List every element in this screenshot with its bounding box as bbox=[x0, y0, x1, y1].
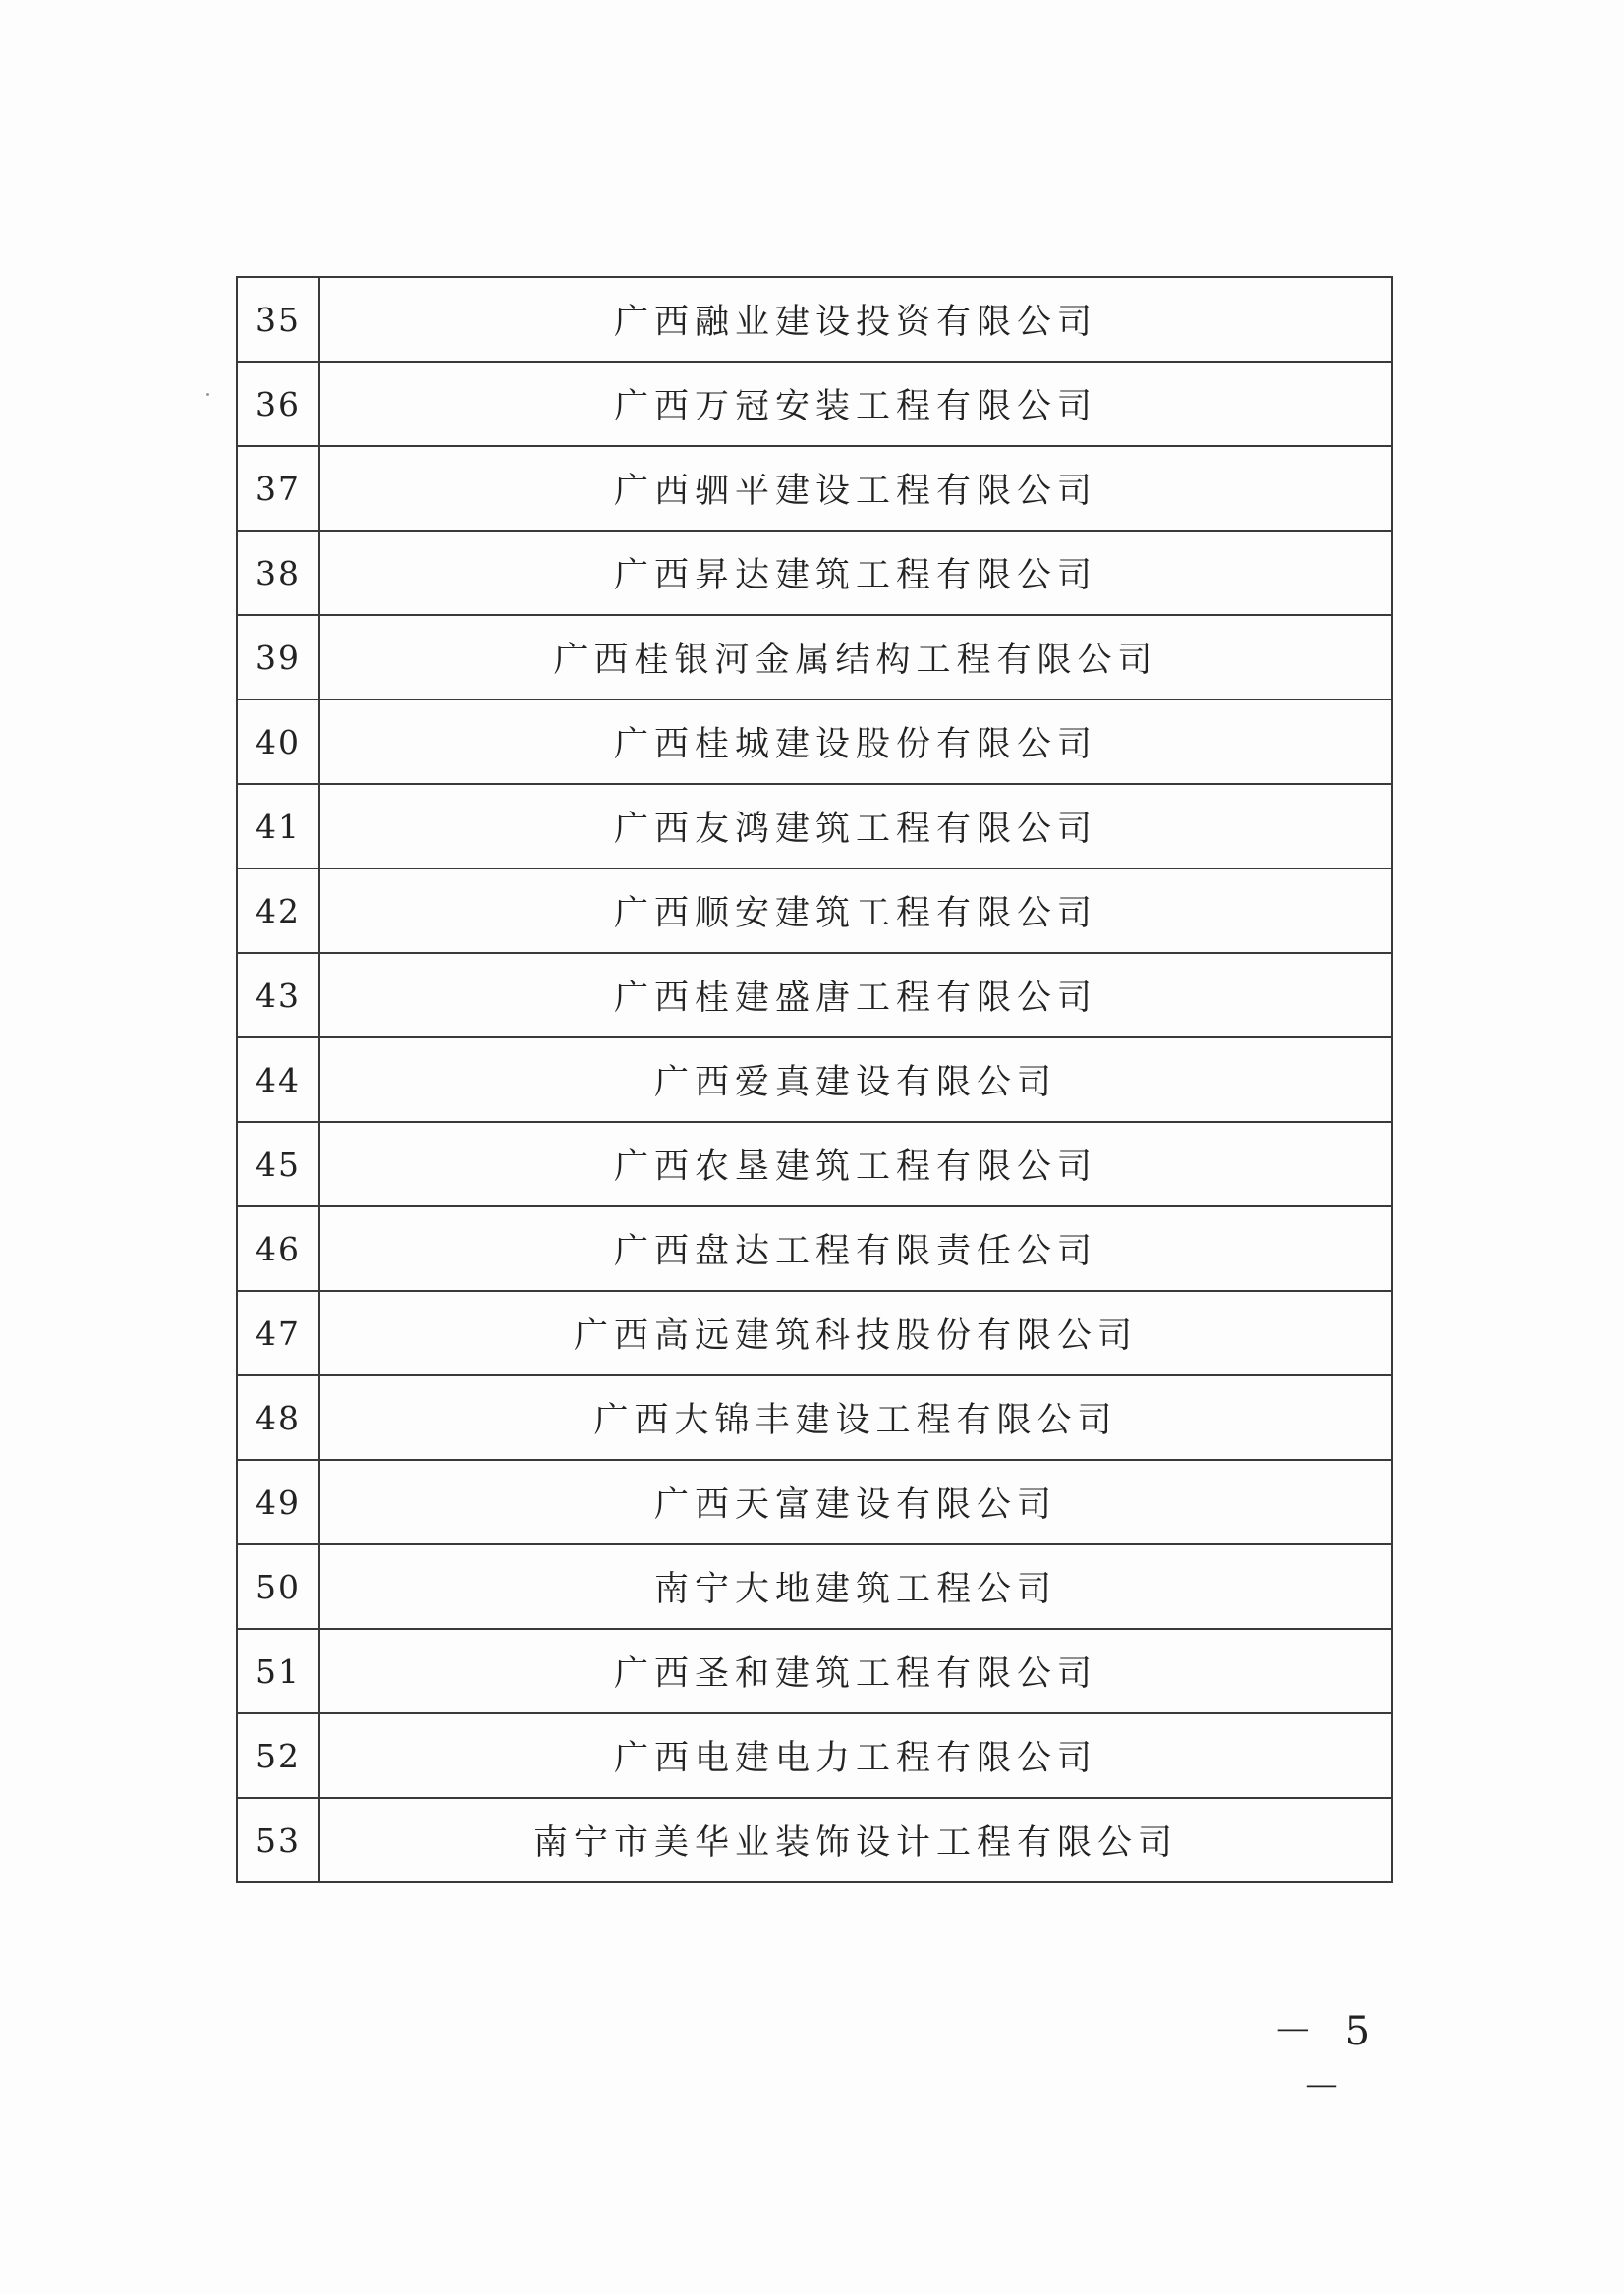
company-name: 广西桂建盛唐工程有限公司 bbox=[319, 953, 1392, 1037]
table-row bbox=[237, 1037, 1392, 1122]
table-row bbox=[237, 1629, 1392, 1713]
table-row bbox=[237, 1713, 1392, 1798]
company-name: 广西农垦建筑工程有限公司 bbox=[319, 1122, 1392, 1206]
company-name: 广西高远建筑科技股份有限公司 bbox=[319, 1291, 1392, 1375]
row-number: 47 bbox=[237, 1291, 319, 1375]
table-row bbox=[237, 1122, 1392, 1206]
row-number: 49 bbox=[237, 1460, 319, 1544]
table-row bbox=[237, 1206, 1392, 1291]
company-list-body bbox=[237, 277, 1392, 1882]
company-name: 广西桂城建设股份有限公司 bbox=[319, 700, 1392, 784]
company-name: 广西昇达建筑工程有限公司 bbox=[319, 531, 1392, 615]
row-number: 51 bbox=[237, 1629, 319, 1713]
row-number: 43 bbox=[237, 953, 319, 1037]
row-number: 44 bbox=[237, 1037, 319, 1122]
row-number: 46 bbox=[237, 1206, 319, 1291]
company-name: 广西顺安建筑工程有限公司 bbox=[319, 868, 1392, 953]
table-row bbox=[237, 700, 1392, 784]
company-name: 广西万冠安装工程有限公司 bbox=[319, 362, 1392, 446]
scan-speck bbox=[206, 393, 209, 396]
company-name: 广西大锦丰建设工程有限公司 bbox=[319, 1375, 1392, 1460]
table-row bbox=[237, 1460, 1392, 1544]
row-number: 52 bbox=[237, 1713, 319, 1798]
table-row bbox=[237, 1375, 1392, 1460]
table-row bbox=[237, 277, 1392, 362]
page-number: － 5 － bbox=[1272, 2009, 1380, 2110]
company-name: 广西圣和建筑工程有限公司 bbox=[319, 1629, 1392, 1713]
company-name: 广西友鸿建筑工程有限公司 bbox=[319, 784, 1392, 868]
table-row bbox=[237, 446, 1392, 531]
table-row bbox=[237, 615, 1392, 700]
table-row bbox=[237, 1291, 1392, 1375]
company-name: 南宁市美华业装饰设计工程有限公司 bbox=[319, 1798, 1392, 1882]
row-number: 53 bbox=[237, 1798, 319, 1882]
company-name: 广西桂银河金属结构工程有限公司 bbox=[319, 615, 1392, 700]
row-number: 40 bbox=[237, 700, 319, 784]
table-row bbox=[237, 953, 1392, 1037]
table-row bbox=[237, 868, 1392, 953]
row-number: 48 bbox=[237, 1375, 319, 1460]
table-row bbox=[237, 531, 1392, 615]
company-name: 广西盘达工程有限责任公司 bbox=[319, 1206, 1392, 1291]
row-number: 37 bbox=[237, 446, 319, 531]
row-number: 41 bbox=[237, 784, 319, 868]
table-row bbox=[237, 784, 1392, 868]
row-number: 45 bbox=[237, 1122, 319, 1206]
row-number: 39 bbox=[237, 615, 319, 700]
company-name: 南宁大地建筑工程公司 bbox=[319, 1544, 1392, 1629]
row-number: 36 bbox=[237, 362, 319, 446]
company-name: 广西爱真建设有限公司 bbox=[319, 1037, 1392, 1122]
table-row bbox=[237, 362, 1392, 446]
row-number: 42 bbox=[237, 868, 319, 953]
row-number: 38 bbox=[237, 531, 319, 615]
table-row bbox=[237, 1798, 1392, 1882]
table-row bbox=[237, 1544, 1392, 1629]
row-number: 35 bbox=[237, 277, 319, 362]
company-name: 广西电建电力工程有限公司 bbox=[319, 1713, 1392, 1798]
company-name: 广西融业建设投资有限公司 bbox=[319, 277, 1392, 362]
company-name: 广西驷平建设工程有限公司 bbox=[319, 446, 1392, 531]
row-number: 50 bbox=[237, 1544, 319, 1629]
company-name: 广西天富建设有限公司 bbox=[319, 1460, 1392, 1544]
company-list-table bbox=[236, 276, 1393, 1883]
